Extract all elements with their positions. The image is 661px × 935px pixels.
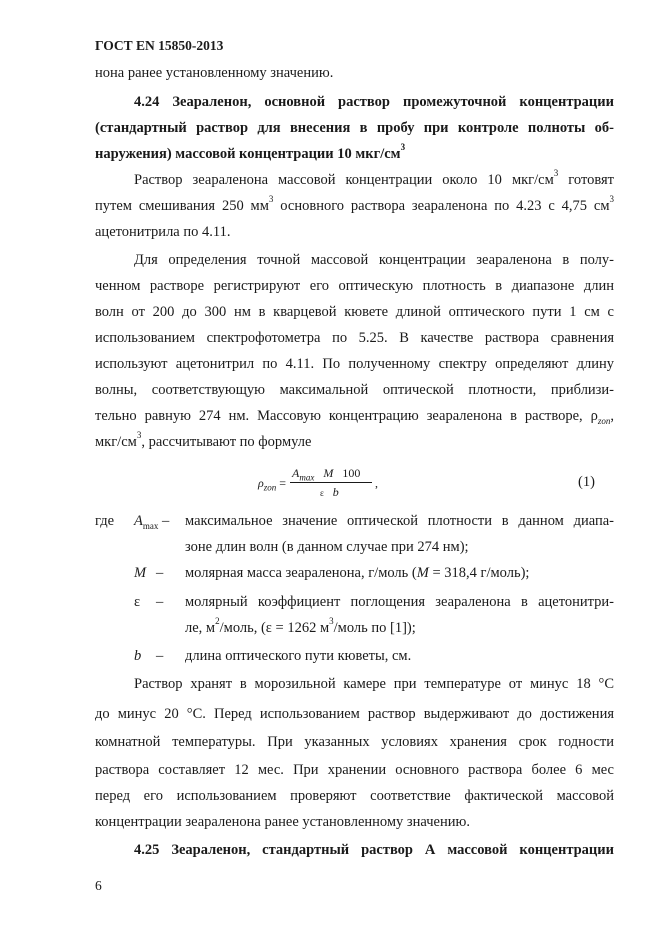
def-dash: – — [156, 648, 164, 664]
equation-number: (1) — [578, 474, 595, 490]
fraction-bar — [290, 482, 372, 483]
def-text-b: длина оптического пути кюветы, см. — [185, 648, 412, 664]
text-line: используют ацетонитрил по 4.11. По полученному спектру определяют длину — [95, 356, 614, 372]
text-line: тельно равную 274 нм. Массовую концентрацию зеараленона в растворе, $\rho_{zon}$, — [95, 408, 614, 426]
text-line: раствора составляет 12 мес. При хранении основного раствора более 6 мес — [95, 762, 614, 778]
def-text-epsilon-cont: ле, $м^2$/моль, (ε = 1262 $м^3$/моль по [1]); — [185, 616, 416, 636]
section-heading-4-24: 4.24 Зеараленон, основной раствор промежуточной концентрации — [134, 94, 614, 110]
text-line: нона ранее установленному значению. — [95, 65, 334, 81]
text-line: ченном растворе регистрируют его оптическую плотность в диапазоне длин — [95, 278, 614, 294]
where-label: где — [95, 513, 115, 529]
def-symbol-b: b — [134, 648, 142, 664]
section-heading-line: наружения) массовой концентрации 10 мкг/$см^3$ — [95, 142, 406, 162]
def-dash: – — [156, 594, 164, 610]
text-line: Раствор зеараленона массовой концентрации около 10 мкг/$см^3$ готовят — [134, 168, 615, 188]
text-line: волн от 200 до 300 нм в кварцевой кювете длиной оптического пути 1 см с — [95, 304, 614, 320]
def-symbol-m: M — [134, 565, 147, 581]
def-text-epsilon: молярный коэффициент поглощения зеараленона в ацетонитри- — [185, 594, 614, 610]
text-line: ацетонитрила по 4.11. — [95, 224, 231, 240]
text-line: мкг/$см^3$, рассчитывают по формуле — [95, 430, 312, 450]
section-heading-line: (стандартный раствор для внесения в пробу при контроле полноты об- — [95, 120, 614, 136]
text-line: путем смешивания 250 $мм^3$ основного раствора зеараленона по 4.23 с 4,75 $см^3$ — [95, 194, 615, 214]
text-line: комнатной температуры. При указанных условиях хранения срок годности — [95, 734, 614, 750]
text-line: волны, соответствующую максимальной оптической плотности, приблизи- — [95, 382, 614, 398]
formula-lhs: $\rho_{zon}$ = — [258, 476, 287, 493]
def-text-m: молярная масса зеараленона, г/моль (M = 318,4 г/моль); — [185, 565, 530, 581]
standard-header: ГОСТ EN 15850-2013 — [95, 38, 224, 53]
section-heading-4-25: 4.25 Зеараленон, стандартный раствор А массовой концентрации — [134, 842, 614, 858]
def-text-amax: максимальное значение оптической плотности в данном диапа- — [185, 513, 614, 529]
formula-numerator: $A_{max}$ M 100 — [292, 466, 361, 483]
def-text-amax-cont: зоне длин волн (в данном случае при 274 нм); — [185, 539, 469, 555]
formula-denominator: ε b — [320, 485, 339, 499]
text-line: Раствор хранят в морозильной камере при температуре от минус 18 °С — [134, 676, 614, 692]
formula-zon: $\rho_{zon}$ = $A_{max}$ M 100 ε b , — [258, 466, 378, 499]
text-line: использованием спектрофотометра по 5.25. В качестве раствора сравнения — [95, 330, 614, 346]
def-symbol-epsilon: ε — [134, 594, 141, 610]
text-line: Для определения точной массовой концентрации зеараленона в полу- — [134, 252, 614, 268]
def-symbol-amax: $A_{max}$ — [134, 513, 159, 531]
page-number: 6 — [95, 878, 102, 893]
text-line: концентрации зеараленона ранее установленному значению. — [95, 814, 470, 830]
def-dash: – — [156, 565, 164, 581]
text-line: до минус 20 °С. Перед использованием раствор выдерживают до достижения — [95, 706, 614, 722]
text-line: перед его использованием проверяют соответствие фактической массовой — [95, 788, 614, 804]
def-dash: – — [162, 513, 170, 529]
